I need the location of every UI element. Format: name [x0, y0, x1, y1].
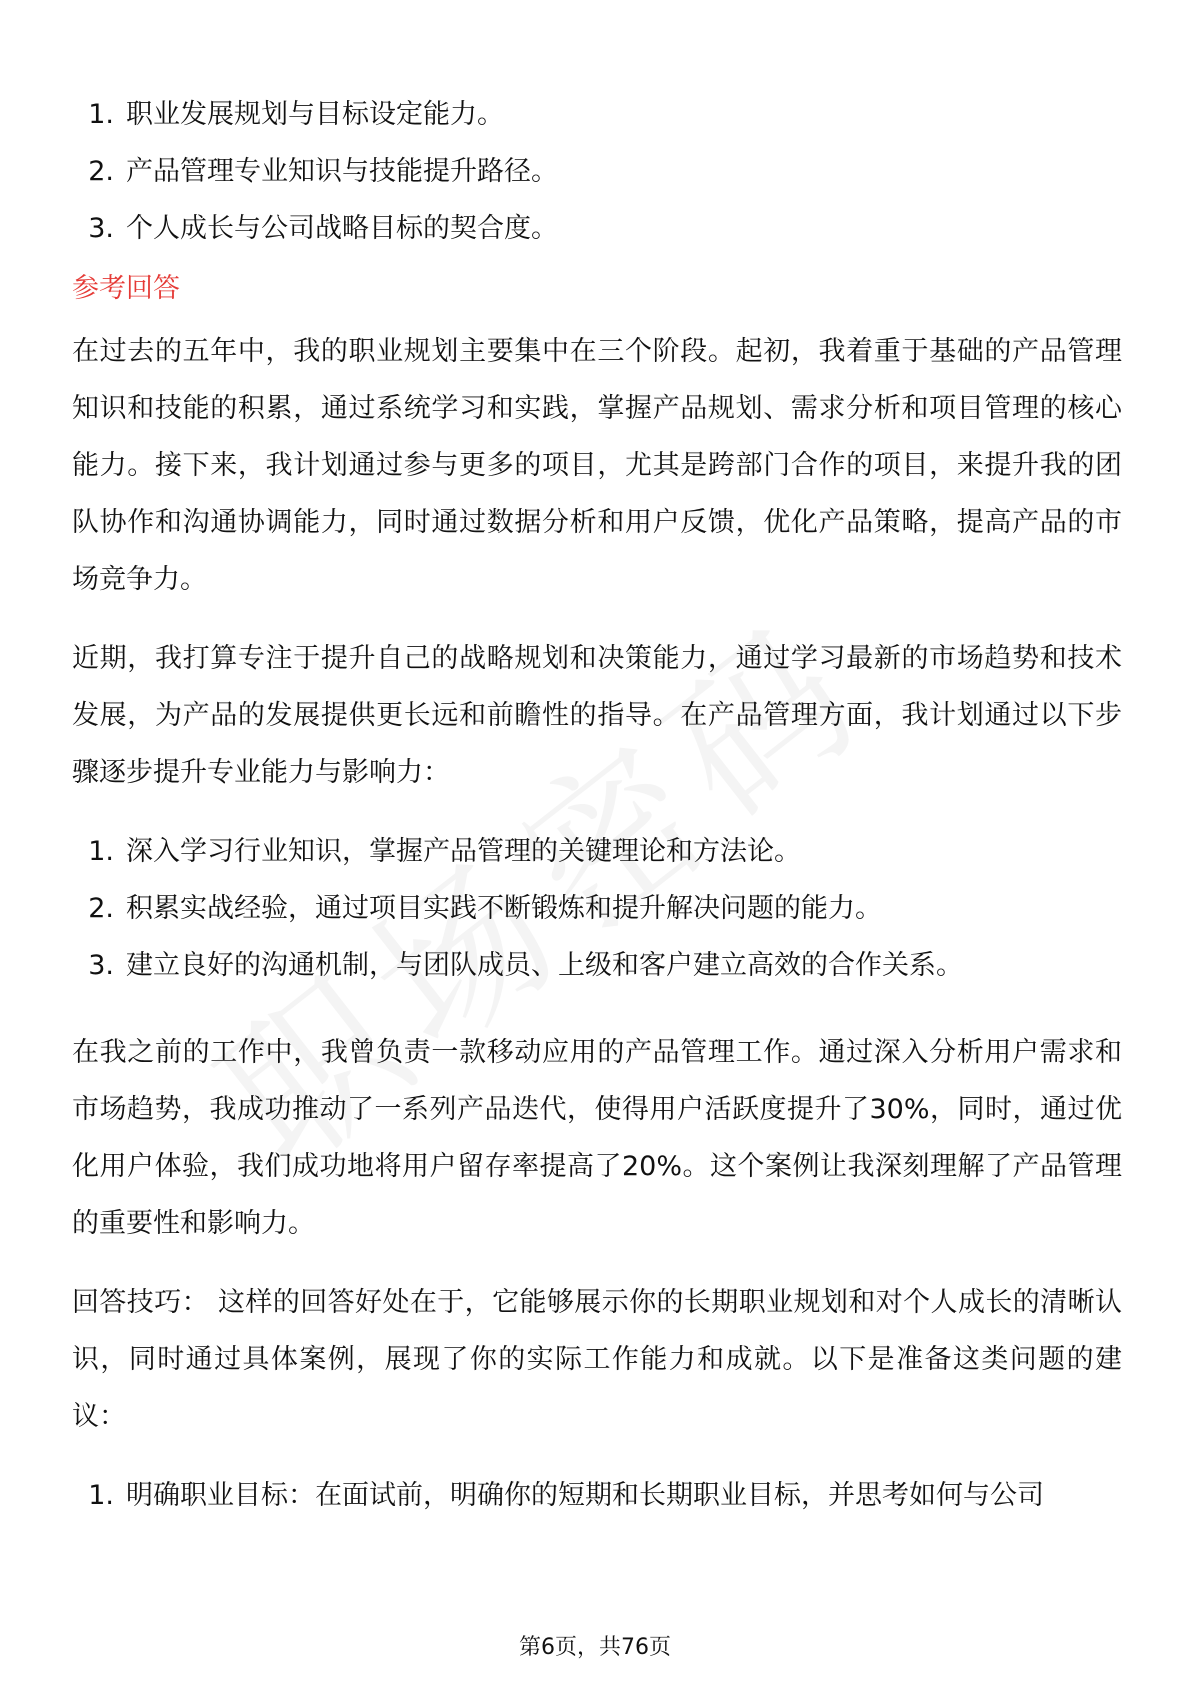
list-number: 1. — [88, 836, 114, 867]
list-number: 2. — [88, 893, 114, 924]
list-number: 1. — [88, 99, 114, 130]
page-content — [72, 86, 1122, 1524]
list-text: 职业发展规划与目标设定能力。 — [126, 99, 504, 130]
list-item — [72, 937, 1122, 994]
answer-heading: 参考回答 — [72, 273, 180, 304]
steps-list — [72, 823, 1122, 994]
paragraph-answer-tips: 回答技巧： 这样的回答好处在于，它能够展示你的长期职业规划和对个人成长的清晰认识，同时通过具体案例，展现了你的实际工作能力和成就。以下是准备这类问题的建议： — [72, 1287, 1122, 1432]
tips-list — [72, 1467, 1122, 1524]
list-item — [72, 200, 1122, 257]
page-footer: 第6页，共76页 — [519, 1635, 671, 1660]
list-number: 1. — [88, 1480, 114, 1511]
list-number: 3. — [88, 950, 114, 981]
paragraph-recent-plan: 近期，我打算专注于提升自己的战略规划和决策能力，通过学习最新的市场趋势和技术发展，为产品的发展提供更长远和前瞻性的指导。在产品管理方面，我计划通过以下步骤逐步提升专业能力与影响力： — [72, 643, 1122, 788]
list-text: 明确职业目标：在面试前，明确你的短期和长期职业目标，并思考如何与公司 — [126, 1480, 1044, 1511]
list-item — [72, 823, 1122, 880]
list-number: 2. — [88, 156, 114, 187]
list-text: 产品管理专业知识与技能提升路径。 — [126, 156, 558, 187]
paragraph-career-plan: 在过去的五年中，我的职业规划主要集中在三个阶段。起初，我着重于基础的产品管理知识和技能的积累，通过系统学习和实践，掌握产品规划、需求分析和项目管理的核心能力。接下来，我计划通过参与更多的项目，尤其是跨部门合作的项目，来提升我的团队协作和沟通协调能力，同时通过数据分析和用户反馈，优化产品策略，提高产品的市场竞争力。 — [72, 336, 1122, 595]
list-item — [72, 880, 1122, 937]
list-text: 深入学习行业知识，掌握产品管理的关键理论和方法论。 — [126, 836, 801, 867]
list-text: 个人成长与公司战略目标的契合度。 — [126, 213, 558, 244]
list-item — [72, 86, 1122, 143]
paragraph-case-study: 在我之前的工作中，我曾负责一款移动应用的产品管理工作。通过深入分析用户需求和市场趋势，我成功推动了一系列产品迭代，使得用户活跃度提升了30%，同时，通过优化用户体验，我们成功地将用户留存率提高了20%。这个案例让我深刻理解了产品管理的重要性和影响力。 — [72, 1037, 1122, 1239]
list-text: 建立良好的沟通机制，与团队成员、上级和客户建立高效的合作关系。 — [126, 950, 963, 981]
list-item — [72, 143, 1122, 200]
list-item — [72, 1467, 1122, 1524]
list-text: 积累实战经验，通过项目实践不断锻炼和提升解决问题的能力。 — [126, 893, 882, 924]
focus-points-list — [72, 86, 1122, 257]
list-number: 3. — [88, 213, 114, 244]
